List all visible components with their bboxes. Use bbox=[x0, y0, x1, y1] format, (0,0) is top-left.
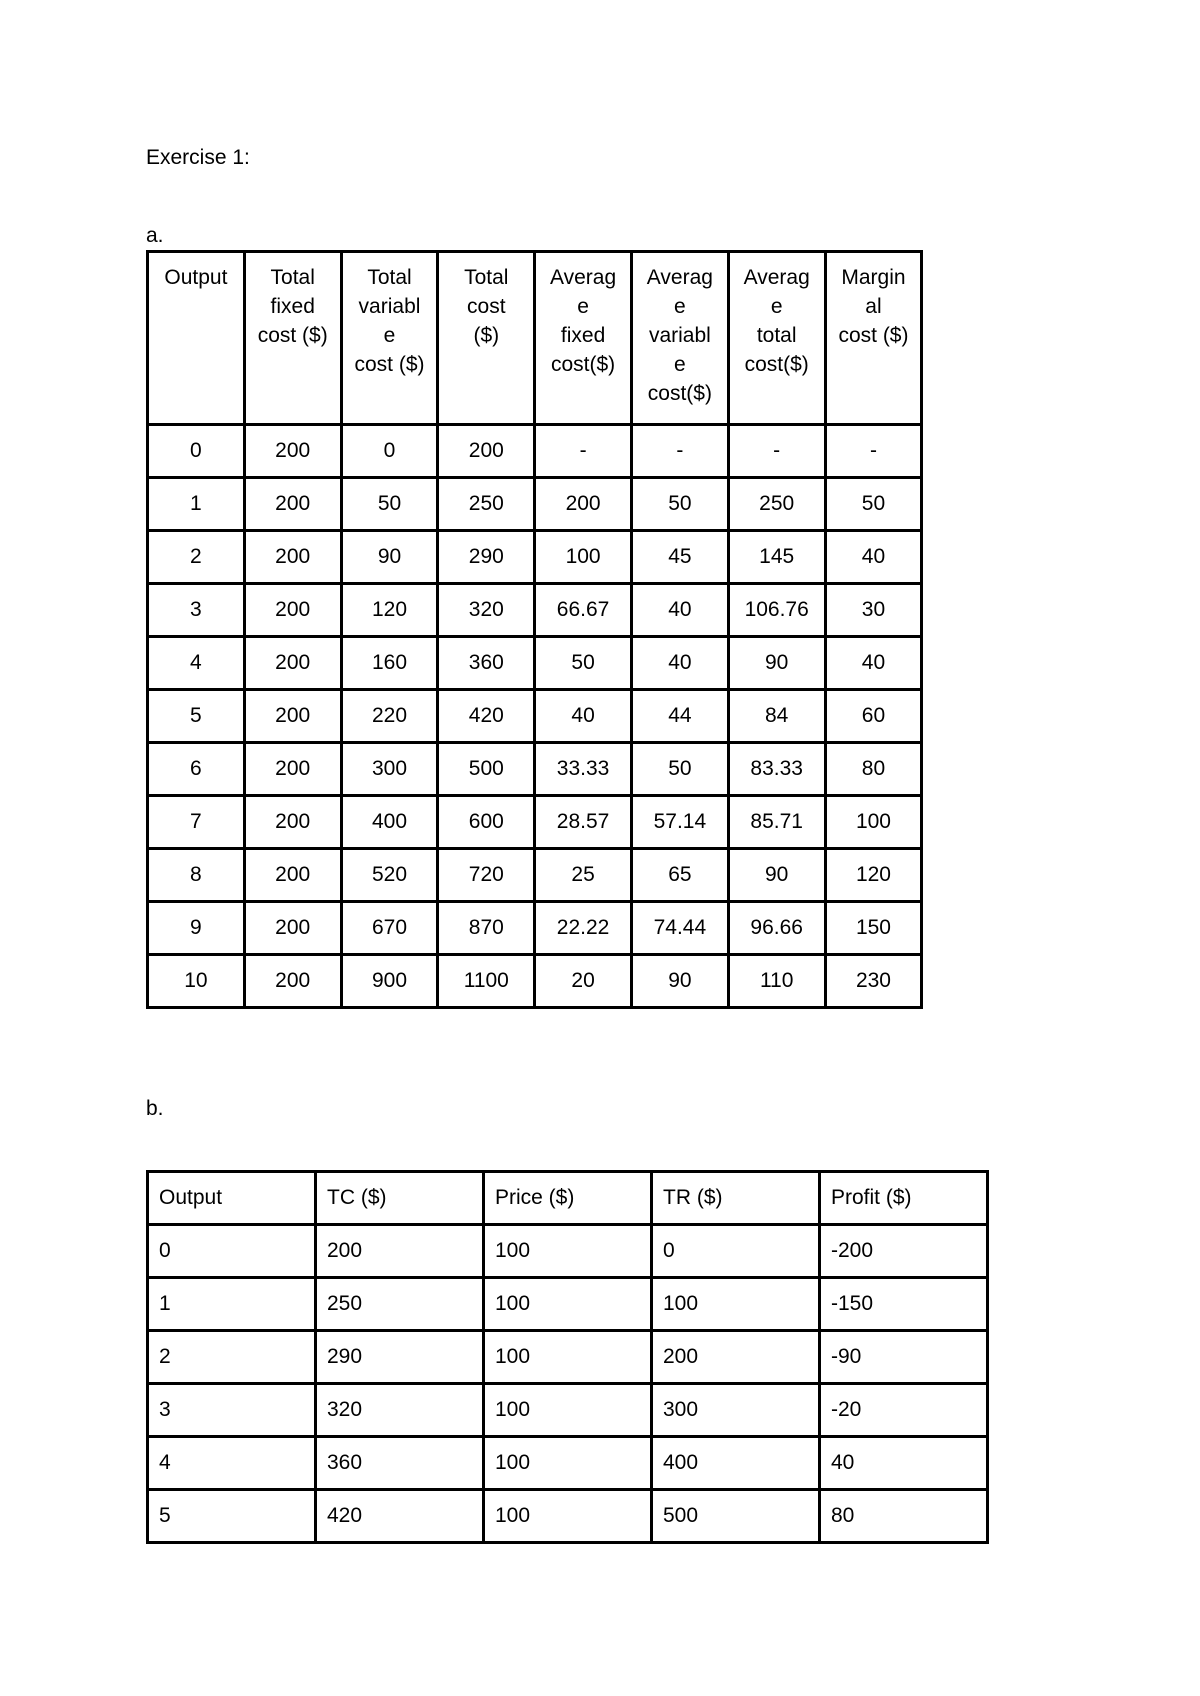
table-row bbox=[148, 531, 922, 584]
table-cell: 670 bbox=[341, 902, 438, 955]
table-cell: 145 bbox=[728, 531, 825, 584]
table-cell: 200 bbox=[244, 425, 341, 478]
table-cell: 100 bbox=[484, 1331, 652, 1384]
table-cell: 50 bbox=[341, 478, 438, 531]
table-cell: 0 bbox=[341, 425, 438, 478]
table-cell: 74.44 bbox=[631, 902, 728, 955]
table-cell: 250 bbox=[438, 478, 535, 531]
header-output: Output bbox=[148, 252, 245, 425]
table-cell: 5 bbox=[148, 1490, 316, 1543]
table-row bbox=[148, 1331, 988, 1384]
table-cell: 25 bbox=[535, 849, 632, 902]
table-cell: -20 bbox=[820, 1384, 988, 1437]
table-row bbox=[148, 425, 922, 478]
table-cell: 320 bbox=[316, 1384, 484, 1437]
table-cell: 160 bbox=[341, 637, 438, 690]
table-cell: - bbox=[825, 425, 922, 478]
table-cell: 200 bbox=[244, 531, 341, 584]
table-cell: 400 bbox=[341, 796, 438, 849]
table-cell: 0 bbox=[652, 1225, 820, 1278]
table-cell: 200 bbox=[244, 743, 341, 796]
table-cell: 400 bbox=[652, 1437, 820, 1490]
table-cell: 90 bbox=[728, 849, 825, 902]
header-average-variable-cost: Averag e variabl e cost($) bbox=[631, 252, 728, 425]
header-marginal-cost: Margin al cost ($) bbox=[825, 252, 922, 425]
table-cell: 150 bbox=[825, 902, 922, 955]
table-row bbox=[148, 796, 922, 849]
header-price: Price ($) bbox=[484, 1172, 652, 1225]
header-total-variable-cost: Total variabl e cost ($) bbox=[341, 252, 438, 425]
table-cell: - bbox=[535, 425, 632, 478]
table-cell: 40 bbox=[825, 637, 922, 690]
table-cell: 50 bbox=[535, 637, 632, 690]
table-cell: 230 bbox=[825, 955, 922, 1008]
table-cell: 40 bbox=[631, 637, 728, 690]
header-tr: TR ($) bbox=[652, 1172, 820, 1225]
table-cell: - bbox=[728, 425, 825, 478]
table-cell: - bbox=[631, 425, 728, 478]
table-cell: 300 bbox=[652, 1384, 820, 1437]
table-cell: 90 bbox=[728, 637, 825, 690]
exercise-title: Exercise 1: bbox=[146, 146, 250, 169]
table-cell: 220 bbox=[341, 690, 438, 743]
table-cell: 7 bbox=[148, 796, 245, 849]
table-cell: 45 bbox=[631, 531, 728, 584]
table-cell: 200 bbox=[244, 849, 341, 902]
table-cell: 520 bbox=[341, 849, 438, 902]
table-cell: 40 bbox=[820, 1437, 988, 1490]
table-cell: 85.71 bbox=[728, 796, 825, 849]
table-cell: 3 bbox=[148, 584, 245, 637]
table-cell: 50 bbox=[631, 743, 728, 796]
table-row bbox=[148, 1490, 988, 1543]
profit-table bbox=[146, 1170, 989, 1544]
table-cell: 200 bbox=[244, 796, 341, 849]
table-cell: 2 bbox=[148, 531, 245, 584]
table-row bbox=[148, 1278, 988, 1331]
table-cell: 57.14 bbox=[631, 796, 728, 849]
table-cell: 900 bbox=[341, 955, 438, 1008]
table-cell: 60 bbox=[825, 690, 922, 743]
table-cell: 44 bbox=[631, 690, 728, 743]
table-cell: 200 bbox=[244, 584, 341, 637]
table-cell: 100 bbox=[484, 1278, 652, 1331]
table-cell: 200 bbox=[244, 637, 341, 690]
table-cell: 28.57 bbox=[535, 796, 632, 849]
table-cell: 360 bbox=[316, 1437, 484, 1490]
table-cell: 250 bbox=[728, 478, 825, 531]
table-cell: 100 bbox=[825, 796, 922, 849]
header-profit: Profit ($) bbox=[820, 1172, 988, 1225]
table-cell: 0 bbox=[148, 1225, 316, 1278]
table-cell: 100 bbox=[484, 1490, 652, 1543]
table-cell: 20 bbox=[535, 955, 632, 1008]
table-cell: 200 bbox=[535, 478, 632, 531]
table-cell: 90 bbox=[341, 531, 438, 584]
table-row bbox=[148, 637, 922, 690]
table-cell: 0 bbox=[148, 425, 245, 478]
table-cell: 320 bbox=[438, 584, 535, 637]
table-cell: 200 bbox=[244, 690, 341, 743]
table-cell: 870 bbox=[438, 902, 535, 955]
header-row bbox=[148, 1172, 988, 1225]
table-cell: 40 bbox=[535, 690, 632, 743]
table-cell: 9 bbox=[148, 902, 245, 955]
table-cell: 50 bbox=[825, 478, 922, 531]
header-average-fixed-cost: Averag e fixed cost($) bbox=[535, 252, 632, 425]
table-cell: 200 bbox=[244, 478, 341, 531]
table-cell: 200 bbox=[244, 955, 341, 1008]
table-cell: 500 bbox=[438, 743, 535, 796]
table-cell: 30 bbox=[825, 584, 922, 637]
table-cell: 720 bbox=[438, 849, 535, 902]
header-average-total-cost: Averag e total cost($) bbox=[728, 252, 825, 425]
header-tc: TC ($) bbox=[316, 1172, 484, 1225]
table-row bbox=[148, 902, 922, 955]
table-cell: -150 bbox=[820, 1278, 988, 1331]
table-cell: 250 bbox=[316, 1278, 484, 1331]
table-row bbox=[148, 1225, 988, 1278]
table-cell: 8 bbox=[148, 849, 245, 902]
table-cell: -90 bbox=[820, 1331, 988, 1384]
table-row bbox=[148, 955, 922, 1008]
table-cell: 96.66 bbox=[728, 902, 825, 955]
table-cell: 83.33 bbox=[728, 743, 825, 796]
table-cell: 200 bbox=[438, 425, 535, 478]
table-cell: 420 bbox=[316, 1490, 484, 1543]
table-cell: 100 bbox=[484, 1437, 652, 1490]
table-cell: 290 bbox=[438, 531, 535, 584]
table-cell: 200 bbox=[652, 1331, 820, 1384]
table-cell: 10 bbox=[148, 955, 245, 1008]
part-a-label: a. bbox=[146, 224, 164, 247]
table-cell: 3 bbox=[148, 1384, 316, 1437]
table-cell: 1 bbox=[148, 478, 245, 531]
table-cell: 100 bbox=[484, 1384, 652, 1437]
table-cell: 1 bbox=[148, 1278, 316, 1331]
header-output: Output bbox=[148, 1172, 316, 1225]
table-cell: 110 bbox=[728, 955, 825, 1008]
table-cell: 600 bbox=[438, 796, 535, 849]
table-cell: 420 bbox=[438, 690, 535, 743]
table-cell: 66.67 bbox=[535, 584, 632, 637]
table-cell: 84 bbox=[728, 690, 825, 743]
table-row bbox=[148, 690, 922, 743]
table-cell: 65 bbox=[631, 849, 728, 902]
table-cell: 40 bbox=[825, 531, 922, 584]
table-cell: 120 bbox=[825, 849, 922, 902]
cost-table bbox=[146, 250, 923, 1009]
header-row bbox=[148, 252, 922, 425]
table-row bbox=[148, 1437, 988, 1490]
table-cell: 2 bbox=[148, 1331, 316, 1384]
table-cell: 6 bbox=[148, 743, 245, 796]
table-cell: 290 bbox=[316, 1331, 484, 1384]
table-cell: 50 bbox=[631, 478, 728, 531]
table-row bbox=[148, 849, 922, 902]
table-cell: -200 bbox=[820, 1225, 988, 1278]
table-cell: 100 bbox=[652, 1278, 820, 1331]
table-row bbox=[148, 743, 922, 796]
table-cell: 360 bbox=[438, 637, 535, 690]
table-cell: 300 bbox=[341, 743, 438, 796]
table-cell: 120 bbox=[341, 584, 438, 637]
table-cell: 4 bbox=[148, 1437, 316, 1490]
table-cell: 80 bbox=[825, 743, 922, 796]
header-total-cost: Total cost ($) bbox=[438, 252, 535, 425]
header-total-fixed-cost: Total fixed cost ($) bbox=[244, 252, 341, 425]
table-cell: 90 bbox=[631, 955, 728, 1008]
table-cell: 200 bbox=[244, 902, 341, 955]
table-cell: 200 bbox=[316, 1225, 484, 1278]
table-cell: 100 bbox=[484, 1225, 652, 1278]
table-cell: 100 bbox=[535, 531, 632, 584]
table-cell: 500 bbox=[652, 1490, 820, 1543]
table-cell: 40 bbox=[631, 584, 728, 637]
table-cell: 4 bbox=[148, 637, 245, 690]
table-row bbox=[148, 478, 922, 531]
table-cell: 1100 bbox=[438, 955, 535, 1008]
table-cell: 106.76 bbox=[728, 584, 825, 637]
table-row bbox=[148, 584, 922, 637]
table-cell: 5 bbox=[148, 690, 245, 743]
table-cell: 80 bbox=[820, 1490, 988, 1543]
part-b-label: b. bbox=[146, 1097, 164, 1120]
table-row bbox=[148, 1384, 988, 1437]
table-cell: 22.22 bbox=[535, 902, 632, 955]
table-cell: 33.33 bbox=[535, 743, 632, 796]
